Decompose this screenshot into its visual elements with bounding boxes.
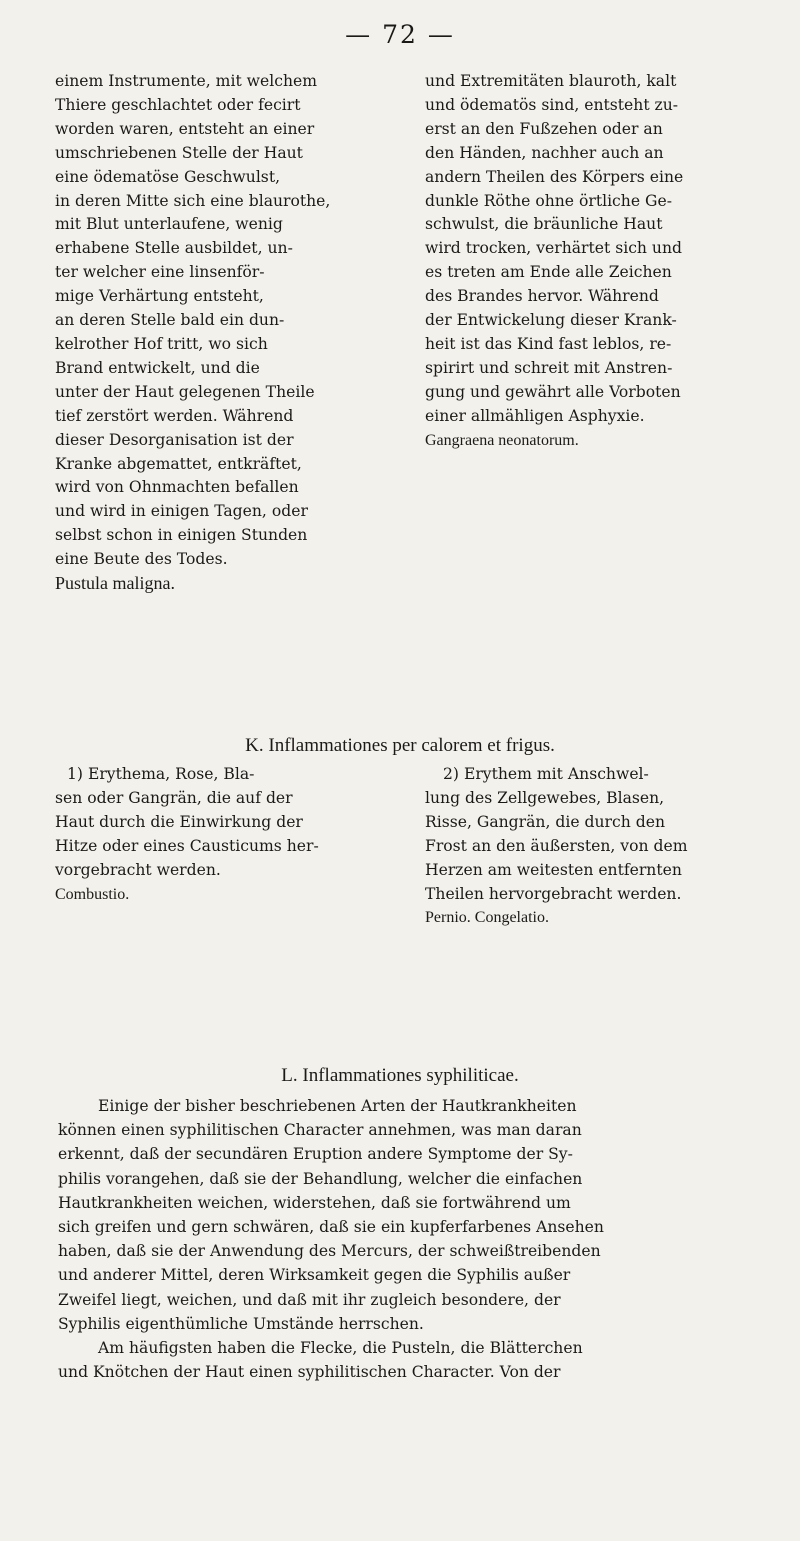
text-line: wird von Ohnmachten befallen [55, 478, 299, 497]
text-line: 1) Erythema, Rose, Bla- [67, 765, 255, 783]
page-number: — 72 — [345, 20, 455, 49]
text-line: worden waren, entsteht an einer [55, 119, 315, 138]
text-line: vorgebracht werden. [55, 860, 221, 879]
text-line: können einen syphilitischen Character annehmen, was man daran [58, 1121, 582, 1140]
text-line: eine Beute des Todes. [55, 550, 228, 569]
text-line: der Entwickelung dieser Krank- [425, 311, 677, 330]
section-heading-k: K. Inflammationes per calorem et frigus. [245, 735, 555, 756]
text-line: Kranke abgemattet, entkräftet, [55, 454, 302, 473]
right-column-text [425, 70, 770, 453]
text-line: unter der Haut gelegenen Theile [55, 382, 315, 401]
text-line: Herzen am weitesten entfernten [425, 860, 682, 879]
text-line: tief zerstört werden. Während [55, 406, 294, 425]
text-line: Thiere geschlachtet oder fecirt [55, 95, 301, 114]
text-line: und ödematös sind, entsteht zu- [425, 95, 679, 114]
left-column-text [55, 70, 400, 596]
text-line: Zweifel liegt, weichen, und daß mit ihr zugleich besondere, der [58, 1290, 561, 1309]
text-line: und Knötchen der Haut einen syphilitischen Character. Von der [58, 1363, 561, 1382]
left-column-text [55, 763, 400, 906]
text-line: gung und gewährt alle Vorboten [425, 382, 681, 401]
text-line: und Extremitäten blauroth, kalt [425, 72, 677, 90]
text-line: selbst schon in einigen Stunden [55, 526, 308, 545]
text-line: eine ödematöse Geschwulst, [55, 167, 281, 186]
text-line: erhabene Stelle ausbildet, un- [55, 239, 293, 258]
text-line: Hautkrankheiten weichen, widerstehen, daß sie fortwährend um [58, 1193, 571, 1212]
text-line: des Brandes hervor. Während [425, 287, 659, 306]
text-line: Syphilis eigenthümliche Umstände herrschen. [58, 1314, 424, 1333]
text-line: spirirt und schreit mit Anstren- [425, 358, 673, 377]
right-column-text [425, 763, 770, 930]
text-line: Am häufigsten haben die Flecke, die Pusteln, die Blätterchen [98, 1339, 583, 1358]
text-line: dunkle Röthe ohne örtliche Ge- [425, 191, 672, 210]
text-line: Frost an den äußersten, von dem [425, 836, 688, 855]
text-line: einer allmähligen Asphyxie. [425, 406, 645, 425]
text-line: Risse, Gangrän, die durch den [425, 812, 665, 831]
text-line: Haut durch die Einwirkung der [55, 812, 303, 831]
text-line: wird trocken, verhärtet sich und [425, 239, 682, 258]
text-line: und anderer Mittel, deren Wirksamkeit gegen die Syphilis außer [58, 1266, 571, 1285]
text-line: umschriebenen Stelle der Haut [55, 143, 303, 162]
text-line: ter welcher eine linsenför- [55, 263, 265, 282]
section-l-body [58, 1094, 758, 1384]
text-line: schwulst, die bräunliche Haut [425, 215, 663, 234]
text-line: den Händen, nachher auch an [425, 143, 664, 162]
text-line: andern Theilen des Körpers eine [425, 167, 684, 186]
text-line: lung des Zellgewebes, Blasen, [425, 788, 665, 807]
text-line: 2) Erythem mit Anschwel- [443, 765, 649, 783]
latin-term: Combustio. [55, 885, 130, 903]
text-line: heit ist das Kind fast leblos, re- [425, 334, 672, 353]
text-line: Brand entwickelt, und die [55, 358, 260, 377]
text-line: und wird in einigen Tagen, oder [55, 502, 308, 521]
text-line: sen oder Gangrän, die auf der [55, 788, 293, 807]
text-line: haben, daß sie der Anwendung des Mercurs, der schweißtreibenden [58, 1242, 601, 1261]
text-line: Hitze oder eines Causticums her- [55, 836, 319, 855]
text-line: mit Blut unterlaufene, wenig [55, 215, 283, 234]
text-line: sich greifen und gern schwären, daß sie ein kupferfarbenes Ansehen [58, 1218, 604, 1237]
text-line: es treten am Ende alle Zeichen [425, 263, 672, 282]
text-line: in deren Mitte sich eine blaurothe, [55, 191, 331, 210]
text-line: Theilen hervorgebracht werden. [425, 884, 682, 903]
text-line: Einige der bisher beschriebenen Arten der Hautkrankheiten [98, 1097, 577, 1115]
text-line: an deren Stelle bald ein dun- [55, 311, 285, 330]
text-line: erst an den Fußzehen oder an [425, 119, 663, 138]
section-heading-l: L. Inflammationes syphiliticae. [281, 1065, 519, 1086]
text-line: kelrother Hof tritt, wo sich [55, 334, 268, 353]
latin-term: Gangraena neonatorum. [425, 431, 579, 449]
text-line: mige Verhärtung entsteht, [55, 287, 264, 306]
latin-term: Pustula maligna. [55, 573, 175, 594]
text-line: einem Instrumente, mit welchem [55, 72, 318, 90]
text-line: erkennt, daß der secundären Eruption andere Symptome der Sy- [58, 1145, 573, 1164]
text-line: dieser Desorganisation ist der [55, 430, 294, 449]
latin-term: Pernio. Congelatio. [425, 909, 549, 927]
text-line: philis vorangehen, daß sie der Behandlung, welcher die einfachen [58, 1169, 583, 1188]
